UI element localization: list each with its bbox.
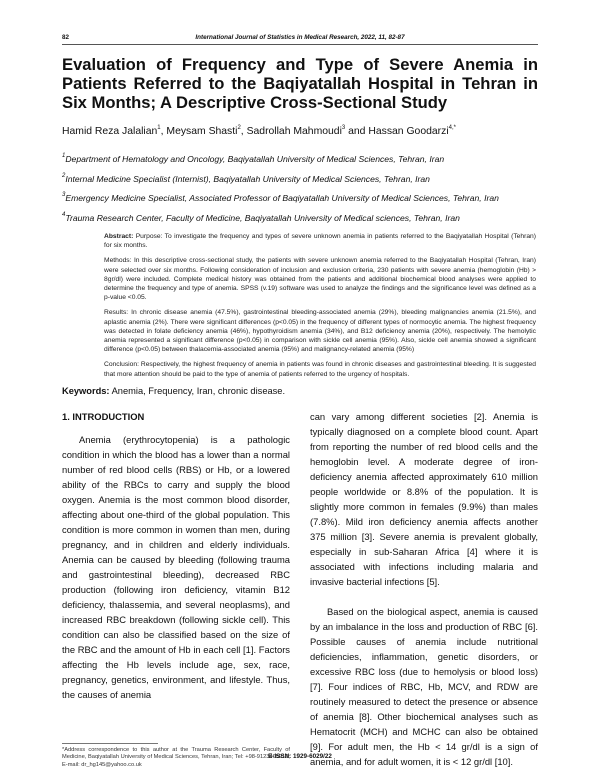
section-heading: 1. INTRODUCTION xyxy=(62,410,145,422)
author: Hamid Reza Jalalian$^1$, xyxy=(62,125,167,137)
page-number: 82 xyxy=(62,34,70,41)
right-column xyxy=(310,409,538,769)
page-body xyxy=(62,125,538,769)
abstract-conclusion: Conclusion: Respectively, the highest frequency of anemia in patients was found in chronic diseases and gastrointestinal bleeding. It is suggested that more attention should be paid to the type of anemia of patients referred to the urgency of hospitals. xyxy=(104,361,536,378)
affiliation: $^1$Department of Hematology and Oncology, Baqiyatallah University of Medical Sciences, Tehran, Iran xyxy=(62,153,445,164)
journal-citation: International Journal of Statistics in Medical Research, 2022, 11, 82-87 xyxy=(195,34,405,41)
abstract-results: Results: In chronic disease anemia (47.5%), gastrointestinal bleeding-associated anemia (29%), bleeding malignancies anemia (21.5%), and aplastic anemia (2%). There were significant differences (p<0.05) in the frequency of different types of normocytic anemia. The highest frequency was detected in folate deficiency anemia (46%), hypothyroidism anemia (34%), and B12 deficiency anemia (20%), respectively. The hemolytic anemia represented a significant difference (p<0.05) in comparison with sickle cell anemia (95%). Also, sickle cell anemia showed a significant difference (p<0.05) between thalacemia-associated anemia (95%) and malignancy-related anemia (95%) xyxy=(104,309,536,354)
abstract xyxy=(104,232,536,379)
body-paragraph: Anemia (erythrocytopenia) is a pathologic condition in which the blood has a lower than a normal number of red blood cells (RBS) or Hb, or a lowered ability of the RBCs to carry and supply the blood oxygen. Anemia is the most common blood disorder, affecting about one-third of the global population. This condition is more common in women than men, during pregnancy, and in children and elderly individuals. Anemia can be caused by bleeding (following trauma and gastrointestinal bleeding), decreased RBC production (following iron deficiency, vitamin B12 deficiency, thalassemia, and several neoplasms), and increased RBC breakdown (following sickle cell). This condition can also be classified based on the size of the RBC and the amount of Hb in each cell [1]. Factors affecting the Hb levels include age, sex, race, pregnancy, genetics, environment, and lifestyle. Thus, the causes of anemia xyxy=(62,433,290,700)
affiliation: $^3$Emergency Medicine Specialist, Associated Professor of Baqiyatallah University of Medical Sciences, Tehran, Iran xyxy=(62,192,499,203)
running-header xyxy=(62,34,538,45)
abstract-purpose: Abstract: Purpose: To investigate the frequency and types of severe unknown anemia in patients referred to the Baqiyatallah Hospital (Tehran) for six months. xyxy=(104,233,536,250)
affiliation: $^4$Trauma Research Center, Faculty of Medicine, Baqiyatallah University of Medical sciences, Tehran, Iran xyxy=(62,211,460,223)
left-column xyxy=(62,409,290,769)
author: Sadrollah Mahmoudi$^3$ and xyxy=(246,125,369,137)
body-paragraph: Based on the biological aspect, anemia is caused by an imbalance in the loss and production of RBC [6]. Possible causes of anemia include nutritional deficiencies, inflammation, genetic disorders, or excessive RBC loss (due to hemolysis or blood loss) [7]. Four indices of RBC, Hb, MCV, and RDW are routinely measured to detect the presence or absence of anemia [8]. Other biochemical analyses such as Hematocrit (MCH) and MCHC can also be obtained [9]. For adult men, the Hb < 14 gr/dl is a sign of anemia, and for adult women, it is < 12 gr/dl [10]. xyxy=(310,605,538,767)
abstract-methods: Methods: In this descriptive cross-sectional study, the patients with severe unknown anemia referred to the Baqiyatallah Hospital (Tehran, Iran) were selected over six months. Following consideration of inclusion and exclusion criteria, 230 patients with severe anemia (hemoglobin (Hb) > 8gr/dl) were included. Complete medical history was obtained from the patients and additional biochemical blood analyses were applied to determine the frequency and type of anemia. SPSS (v.19) software was used to analyze the findings and the significance level was defined as a p-value <0.05. xyxy=(104,257,536,302)
body-paragraph: can vary among different societies [2]. Anemia is typically diagnosed on a complete blood count. Apart from reporting the number of red blood cells and the hemoglobin level. A moderate degree of iron-deficiency anemia affected approximately 610 million people worldwide or 8.8% of the population. It is slightly more common in females (9.9%) than males (7.8%). Mild iron deficiency anemia affects another 375 million [3]. Severe anemia is prevalent globally, especially in sub-Saharan Africa [4] where it is associated with infections including malaria and invasive bacterial infections [5]. xyxy=(310,410,538,587)
body-columns xyxy=(62,409,538,769)
affiliation: $^2$Internal Medicine Specialist (Internist), Baqiyatallah University of Medical Sciences, Tehran, Iran xyxy=(62,172,430,184)
author-list xyxy=(62,125,538,138)
author: Meysam Shasti$^2$, xyxy=(166,125,247,137)
footnote-divider xyxy=(62,743,158,744)
author: Hassan Goodarzi$^{4,*}$ xyxy=(368,125,456,137)
paper-title: Evaluation of Frequency and Type of Severe Anemia in Patients Referred to the Baqiyatallah Hospital in Tehran in Six Months; A Descriptive Cross-Sectional Study xyxy=(62,55,538,112)
correspondence-footnote: *Address correspondence to this author at the Trauma Research Center, Faculty of Medicine, Baqiyatallah University of Medical Sciences, Tehran, Iran; Tel: +98-9123405912; E-mail: dr_hg145@yahoo.co.uk xyxy=(62,746,290,768)
issn-footer: E-ISSN: 1929-6029/22 xyxy=(268,753,332,760)
keywords: Keywords: Anemia, Frequency, Iran, chronic disease. xyxy=(62,385,286,396)
